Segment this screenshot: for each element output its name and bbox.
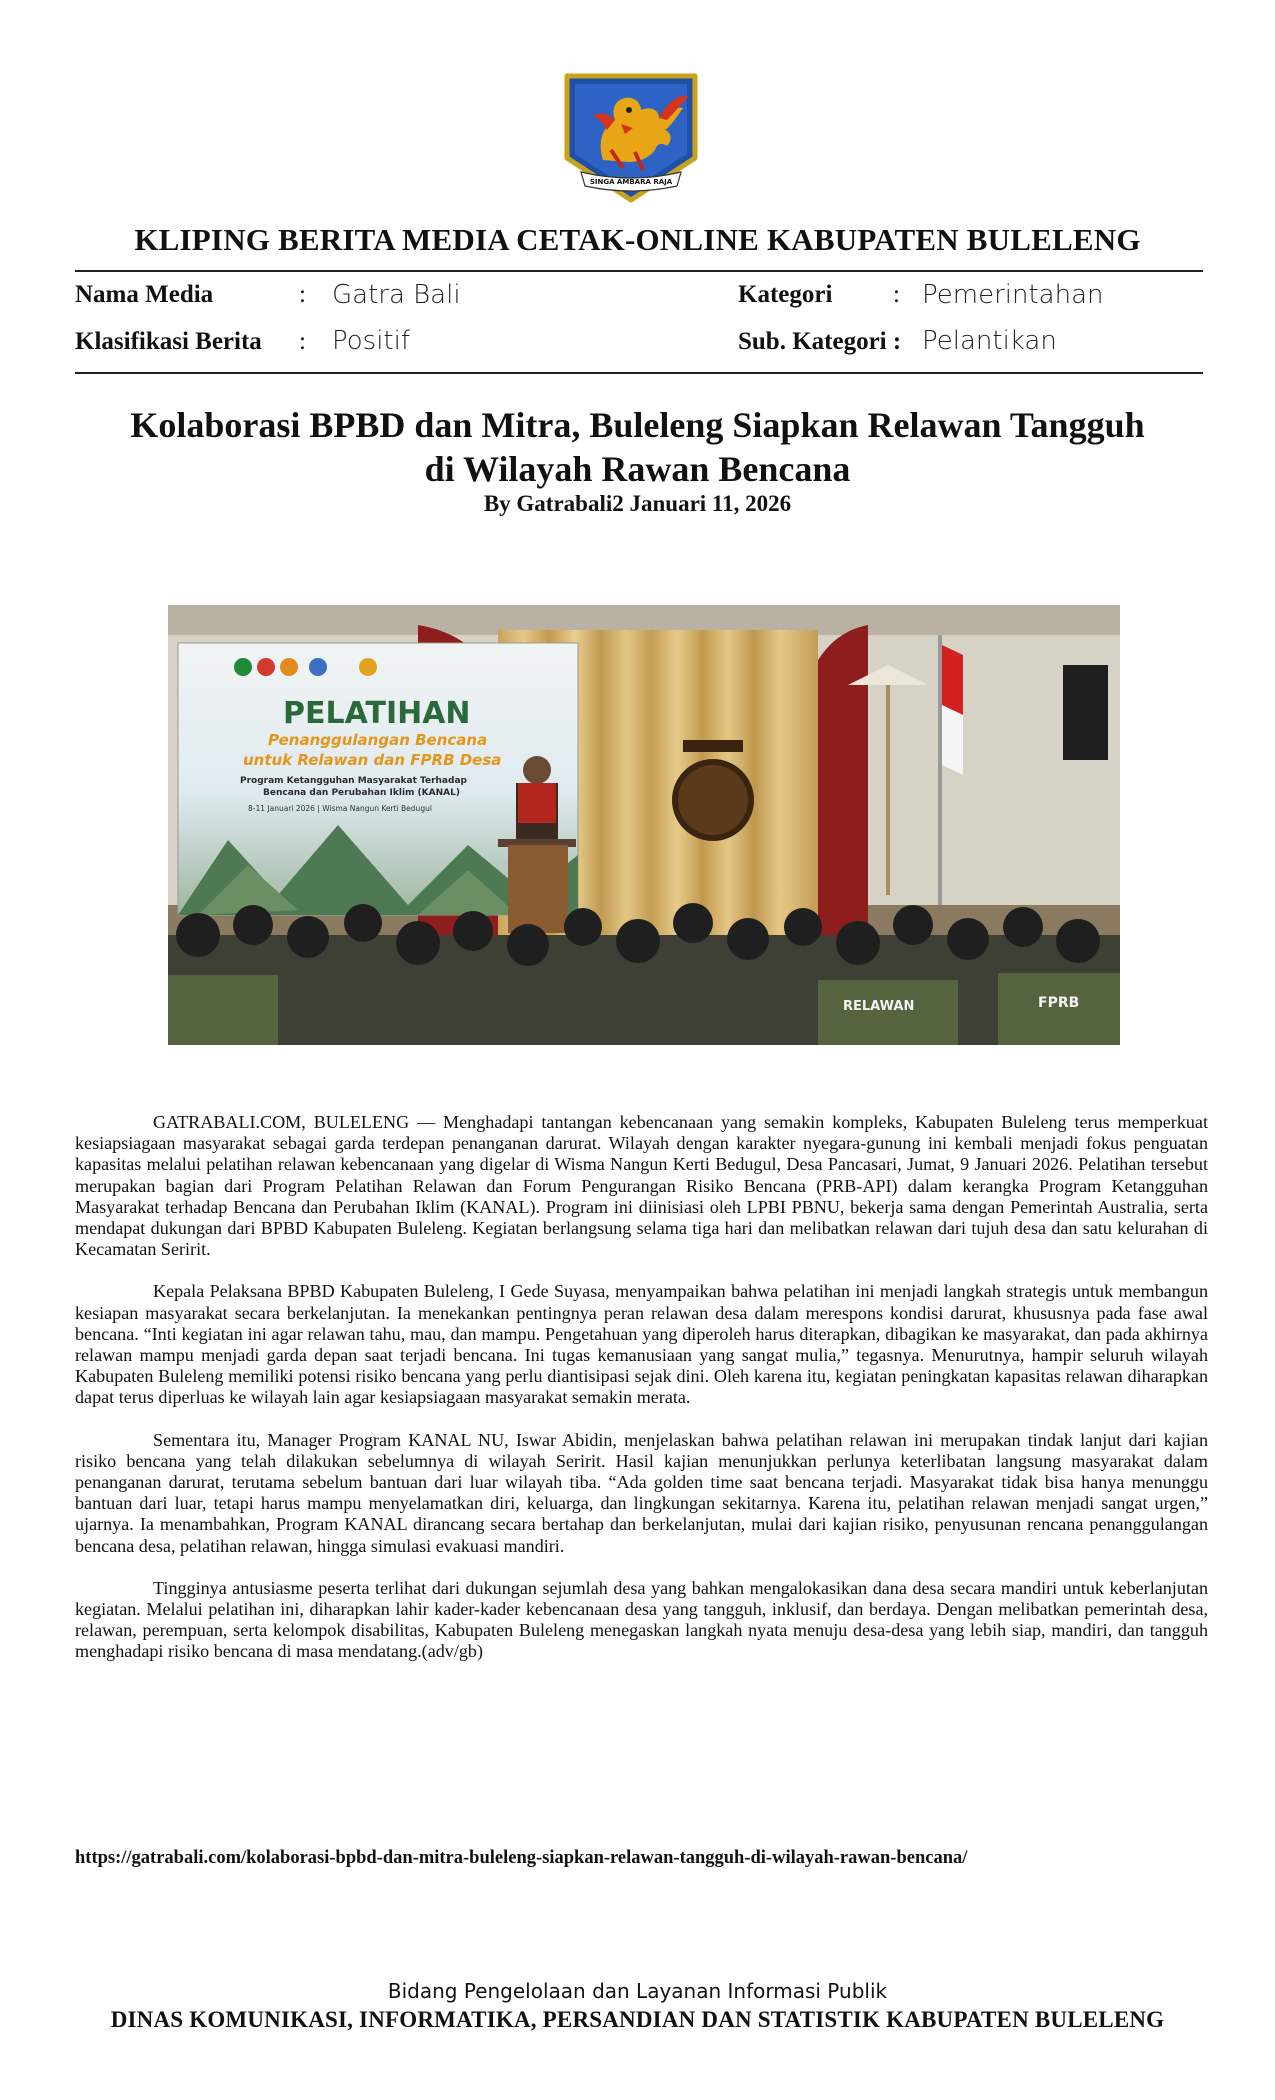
banner-subtitle-2: untuk Relawan dan FPRB Desa	[243, 751, 502, 769]
article-body	[75, 1112, 1208, 1684]
headline-line-1: Kolaborasi BPBD dan Mitra, Buleleng Siapkan Relawan Tangguh	[130, 405, 1145, 445]
article-paragraph: Kepala Pelaksana BPBD Kabupaten Buleleng, I Gede Suyasa, menyampaikan bahwa pelatihan ini menjadi langkah strategis untuk membangun kesiapan masyarakat secara berkelanjutan. Ia menekankan pentingnya peran relawan desa dalam merespons kondisi darurat, khususnya pada fase awal bencana. “Inti kegiatan ini agar relawan tahu, mau, dan mampu. Pengetahuan yang diperoleh harus diterapkan, dibagikan ke masyarakat, dan pada akhirnya relawan mampu menjadi garda depan saat terjadi bencana. Ini tugas kemanusiaan yang sangat mulia,” tegasnya. Menurutnya, hampir seluruh wilayah Kabupaten Buleleng memiliki potensi risiko bencana yang perlu diantisipasi sejak dini. Oleh karena itu, kegiatan peningkatan kapasitas relawan diharapkan dapat terus diperluas ke wilayah lain agar kesiapsiagaan masyarakat semakin merata.	[75, 1281, 1208, 1408]
vest-label-fprb: FPRB	[1038, 995, 1080, 1011]
loudspeaker	[1063, 665, 1108, 760]
nama-media-value: Gatra Bali	[332, 280, 461, 310]
klasifikasi-label: Klasifikasi Berita	[75, 328, 262, 355]
banner-program-1: Program Ketangguhan Masyarakat Terhadap	[240, 776, 467, 786]
footer-agency: DINAS KOMUNIKASI, INFORMATIKA, PERSANDIAN DAN STATISTIK KABUPATEN BULELENG	[110, 2007, 1165, 2032]
podium	[508, 845, 568, 933]
article-paragraph: Tingginya antusiasme peserta terlihat dari dukungan sejumlah desa yang bahkan mengalokasikan dana desa secara mandiri untuk keberlanjutan kegiatan. Melalui pelatihan ini, diharapkan lahir kader-kader kebencanaan desa yang tangguh, inklusif, dan berdaya. Dengan melibatkan pemerintah desa, relawan, perempuan, serta kelompok disabilitas, Kabupaten Buleleng menegaskan langkah nyata menuju desa-desa yang lebih siap, mandiri, dan tangguh menghadapi risiko bencana di masa mendatang.(adv/gb)	[75, 1577, 1208, 1662]
nama-media-label: Nama Media	[75, 281, 214, 308]
nama-media-colon: :	[299, 281, 306, 308]
header-divider-bottom	[75, 372, 1203, 374]
vest-label-relawan: RELAWAN	[843, 999, 915, 1014]
klasifikasi-value: Positif	[332, 326, 410, 356]
klasifikasi-colon: :	[299, 328, 306, 355]
banner-program-2: Bencana dan Perubahan Iklim (KANAL)	[263, 788, 460, 798]
speaker	[523, 756, 551, 784]
article-byline: By Gatrabali2 Januari 11, 2026	[483, 491, 792, 516]
document-title: KLIPING BERITA MEDIA CETAK-ONLINE KABUPATEN BULELENG	[134, 222, 1141, 257]
banner-subtitle-1: Penanggulangan Bencana	[268, 731, 488, 749]
event-photo	[168, 605, 1120, 1045]
gong	[675, 762, 751, 838]
article-headline	[0, 403, 1275, 491]
article-paragraph: Sementara itu, Manager Program KANAL NU, Iswar Abidin, menjelaskan bahwa pelatihan relawan ini merupakan tindak lanjut dari kajian risiko bencana yang telah dilakukan sebelumnya di wilayah Seririt. Hasil kajian menunjukkan perlunya keterlibatan langsung masyarakat dalam penanganan darurat, terutama sebelum bantuan dari luar wilayah tiba. “Ada golden time saat bencana terjadi. Masyarakat tidak bisa hanya menunggu bantuan dari luar, tetapi harus mampu menyelamatkan diri, keluarga, dan lingkungan sekitarnya. Karena itu, pelatihan relawan menjadi sangat urgen,” ujarnya. Ia menambahkan, Program KANAL dirancang secara bertahap dan berkelanjutan, mulai dari kajian risiko, penyusunan rencana penanggulangan bencana desa, pelatihan relawan, hingga simulasi evakuasi mandiri.	[75, 1429, 1208, 1556]
kategori-label: Kategori	[738, 281, 833, 308]
footer-division: Bidang Pengelolaan dan Layanan Informasi Publik	[387, 1979, 888, 2003]
buleleng-coat-of-arms-logo	[563, 72, 699, 204]
banner-title: PELATIHAN	[283, 696, 471, 731]
sub-kategori-label: Sub. Kategori :	[738, 328, 902, 355]
source-url-link[interactable]: https://gatrabali.com/kolaborasi-bpbd-dan-mitra-buleleng-siapkan-relawan-tangguh-di-wilayah-rawan-bencana/	[75, 1848, 968, 1868]
header-divider-top	[75, 270, 1203, 272]
kategori-colon: :	[893, 281, 900, 308]
kategori-value: Pemerintahan	[922, 280, 1104, 310]
banner-date-place: 8-11 Januari 2026 | Wisma Nangun Kerti Bedugul	[248, 804, 432, 813]
logo-caption: SINGA AMBARA RAJA	[589, 178, 673, 186]
sub-kategori-value: Pelantikan	[922, 326, 1057, 356]
headline-line-2: di Wilayah Rawan Bencana	[424, 449, 851, 489]
article-paragraph: GATRABALI.COM, BULELENG — Menghadapi tantangan kebencanaan yang semakin kompleks, Kabupaten Buleleng terus memperkuat kesiapsiagaan masyarakat sebagai garda terdepan penanganan darurat. Wilayah dengan karakter nyegara-gunung ini kembali menjadi fokus penguatan kapasitas melalui pelatihan relawan kebencanaan yang digelar di Wisma Nangun Kerti Bedugul, Desa Pancasari, Jumat, 9 Januari 2026. Pelatihan tersebut merupakan bagian dari Program Pelatihan Relawan dan Forum Pengurangan Risiko Bencana (PRB-API) dalam kerangka Program Ketangguhan Masyarakat terhadap Bencana dan Perubahan Iklim (KANAL). Program ini diinisiasi oleh LPBI PBNU, bekerja sama dengan Pemerintah Australia, serta mendapat dukungan dari BPBD Kabupaten Buleleng. Kegiatan berlangsung selama tiga hari dan melibatkan relawan dari tujuh desa dan satu kelurahan di Kecamatan Seririt.	[75, 1112, 1208, 1260]
